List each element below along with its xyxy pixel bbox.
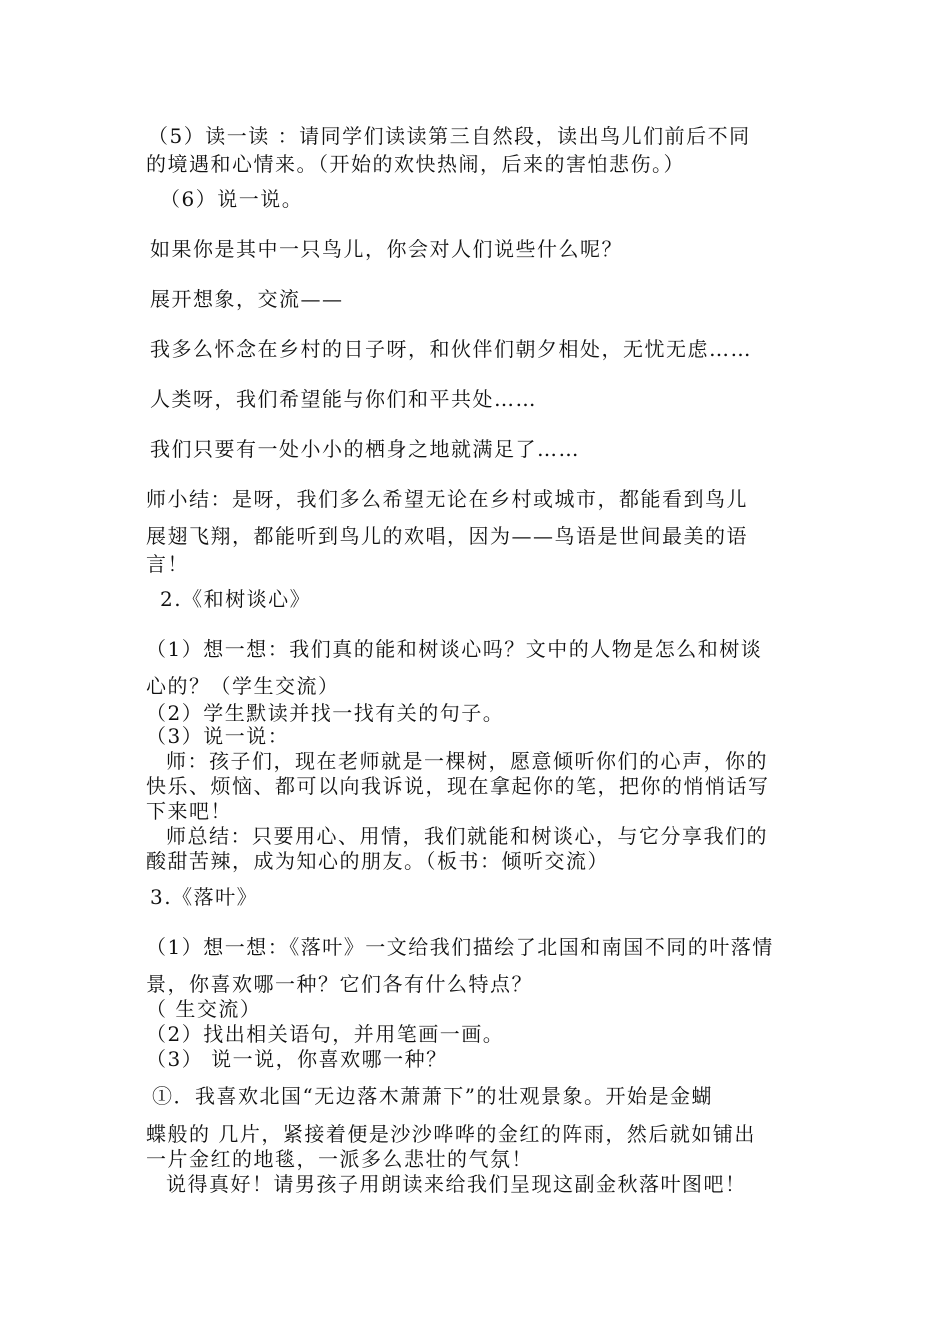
text-line: 展翅飞翔，都能听到鸟儿的欢唱，因为——鸟语是世间最美的语 bbox=[146, 524, 748, 548]
text-line: （6）说一说。 bbox=[160, 187, 304, 211]
text-line: （2）学生默读并找一找有关的句子。 bbox=[146, 701, 505, 725]
text-line: 酸甜苦辣，成为知心的朋友。（板书：倾听交流） bbox=[146, 849, 609, 873]
text-line: 快乐、烦恼、都可以向我诉说，现在拿起你的笔，把你的悄悄话写 bbox=[146, 774, 770, 798]
text-line: 景，你喜欢哪一种？它们各有什么特点？ bbox=[146, 972, 533, 996]
text-line: 师小结：是呀，我们多么希望无论在乡村或城市，都能看到鸟儿 bbox=[146, 487, 748, 511]
text-line: 人类呀，我们希望能与你们和平共处…… bbox=[150, 387, 537, 411]
text-line: 我们只要有一处小小的栖身之地就满足了…… bbox=[150, 437, 580, 461]
text-line: 我多么怀念在乡村的日子呀，和伙伴们朝夕相处，无忧无虑…… bbox=[150, 337, 752, 361]
text-line: 师总结：只要用心、用情，我们就能和树谈心，与它分享我们的 bbox=[166, 824, 768, 848]
text-line: （3）说一说： bbox=[146, 724, 290, 748]
text-line: 蝶般的 几片，紧接着便是沙沙哗哗的金红的阵雨，然后就如铺出 bbox=[146, 1122, 756, 1146]
section-heading: 2.《和树谈心》 bbox=[160, 587, 312, 611]
text-line: （1）想一想：我们真的能和树谈心吗？文中的人物是怎么和树谈 bbox=[146, 637, 763, 661]
text-line: 心的？（学生交流） bbox=[146, 674, 340, 698]
text-line: （ 生交流） bbox=[146, 997, 262, 1021]
text-line: （1）想一想：《落叶》一文给我们描绘了北国和南国不同的叶落情 bbox=[146, 935, 774, 959]
text-line: 下来吧！ bbox=[146, 799, 232, 823]
text-line: （2）找出相关语句，并用笔画一画。 bbox=[146, 1022, 505, 1046]
text-line: 一片金红的地毯，一派多么悲壮的气氛！ bbox=[146, 1147, 533, 1171]
text-line: 的境遇和心情来。（开始的欢快热闹，后来的害怕悲伤。） bbox=[146, 152, 685, 176]
text-line: 如果你是其中一只鸟儿，你会对人们说些什么呢？ bbox=[150, 237, 623, 261]
text-line: 说得真好！请男孩子用朗读来给我们呈现这副金秋落叶图吧！ bbox=[166, 1172, 747, 1196]
section-heading: 3.《落叶》 bbox=[150, 885, 259, 909]
text-line: （3） 说一说，你喜欢哪一种？ bbox=[146, 1047, 448, 1071]
text-line: （5）读一读 ：请同学们读读第三自然段，读出鸟儿们前后不同 bbox=[148, 124, 751, 148]
text-line: 展开想象，交流—— bbox=[150, 287, 344, 311]
text-line: ①．我喜欢北国“无边落木萧萧下”的壮观景象。开始是金蝴 bbox=[152, 1084, 713, 1108]
text-line: 言！ bbox=[146, 552, 189, 576]
text-line: 师：孩子们，现在老师就是一棵树，愿意倾听你们的心声，你的 bbox=[166, 749, 768, 773]
